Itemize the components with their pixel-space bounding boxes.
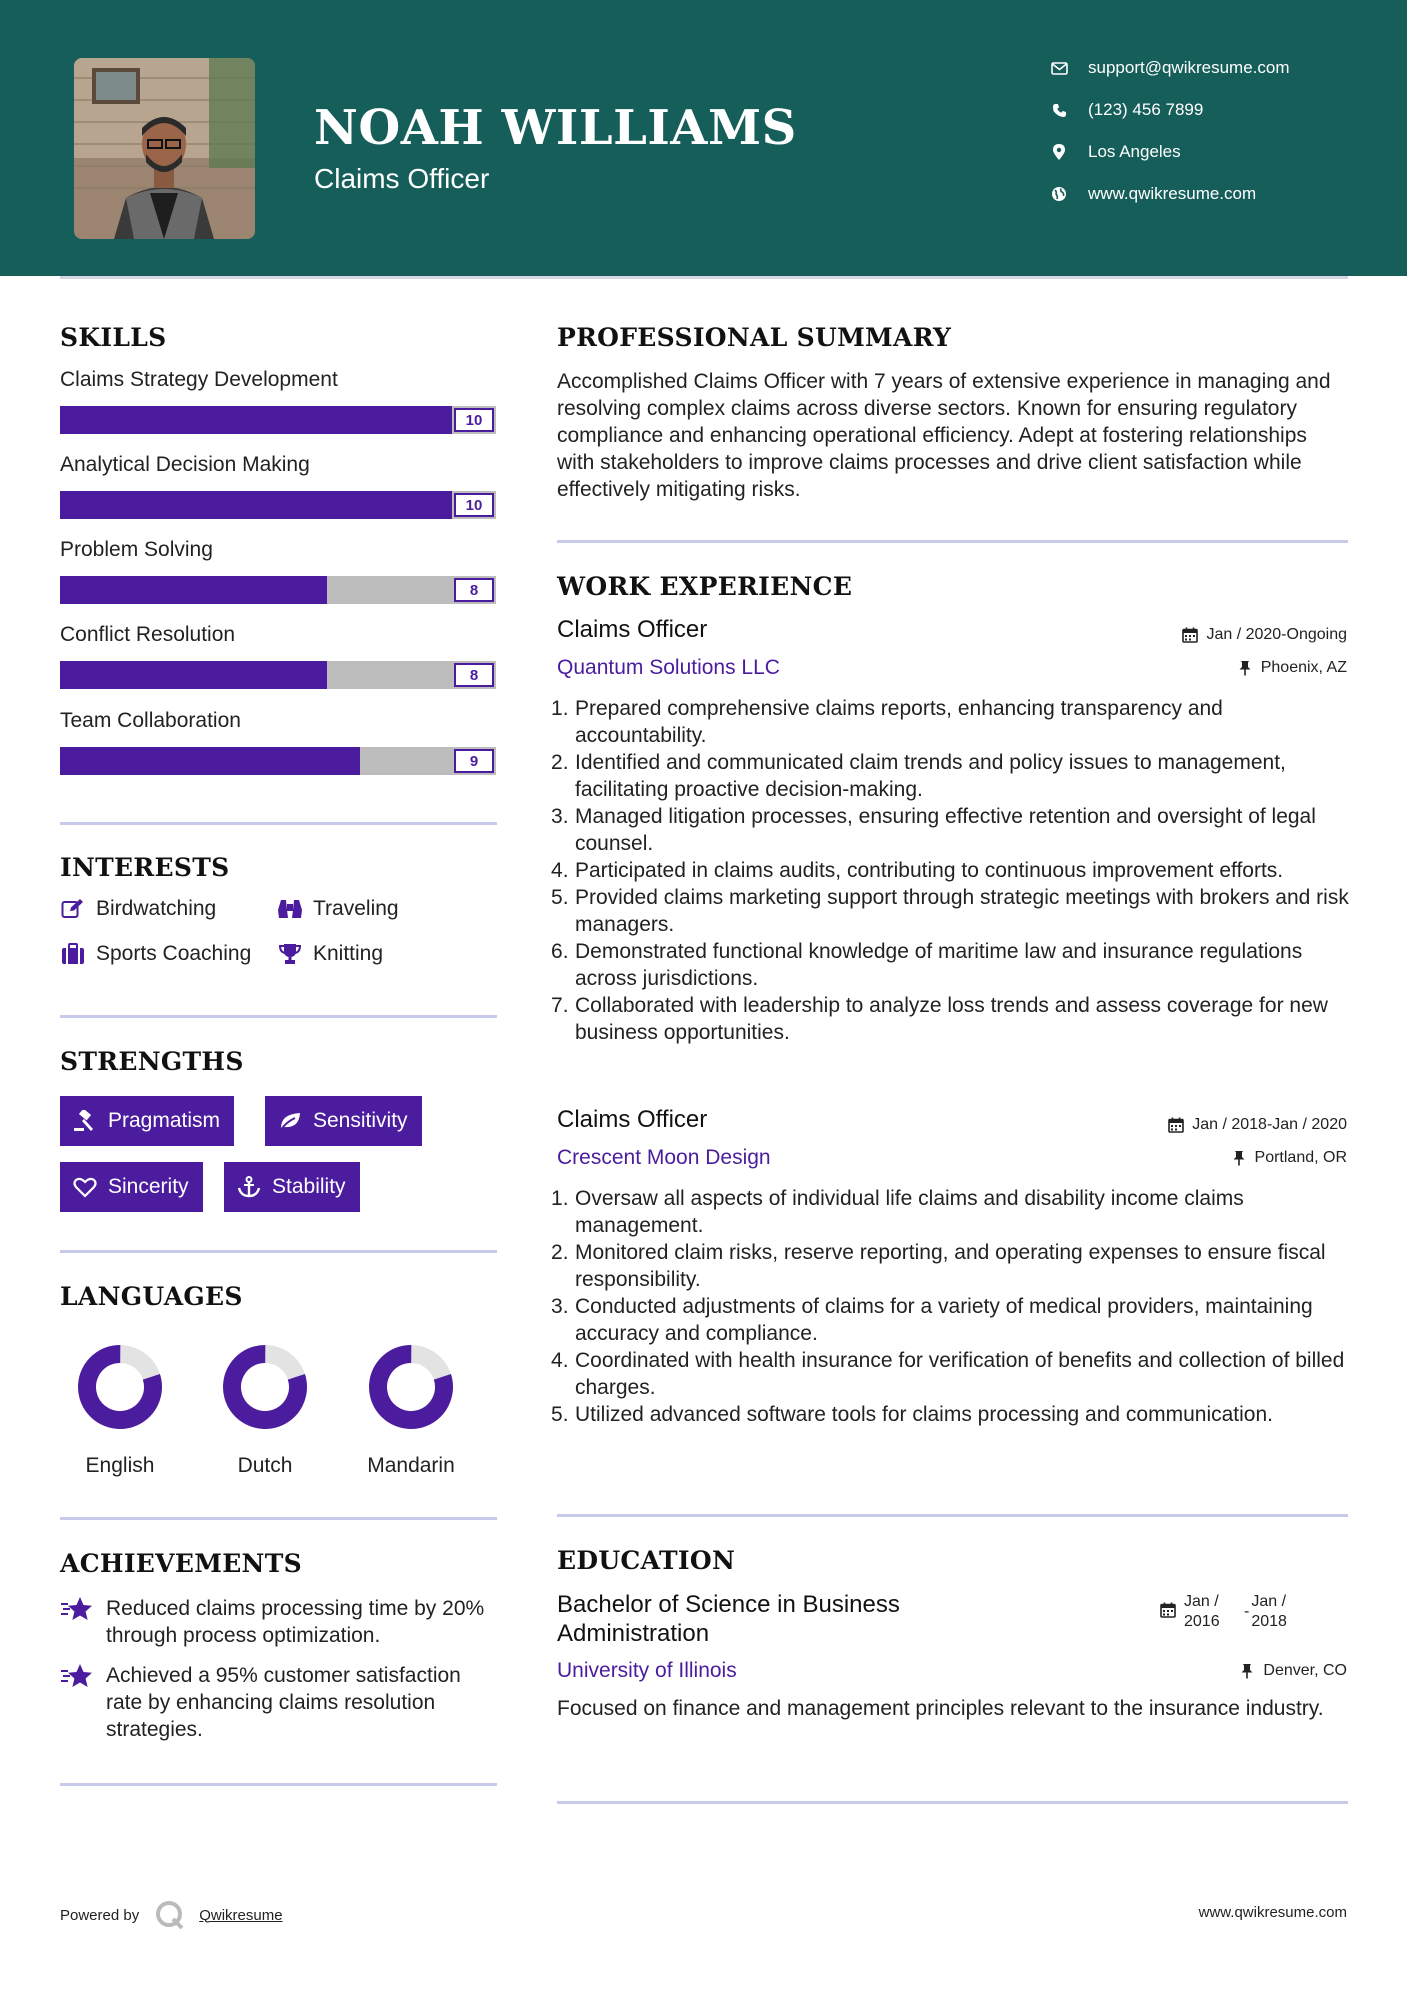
languages-heading: LANGUAGES — [60, 1282, 243, 1311]
list-item: Identified and communicated claim trends and policy issues to management, facilitating proactive decision-making. — [575, 751, 1286, 801]
list-item: Collaborated with leadership to analyze loss trends and assess coverage for new business opportunities. — [575, 994, 1328, 1044]
heart-icon — [72, 1175, 98, 1199]
skill-name: Conflict Resolution — [60, 623, 236, 646]
anchor-icon — [236, 1175, 262, 1199]
contact-website-text: www.qwikresume.com — [1088, 184, 1257, 203]
skill-bar — [60, 576, 496, 604]
education-degree: Bachelor of Science in Business Administration — [557, 1591, 900, 1647]
strength-label: Stability — [272, 1175, 346, 1198]
strength-tag — [224, 1162, 360, 1212]
section-divider — [557, 540, 1348, 543]
education-location-text: Denver, CO — [1263, 1662, 1347, 1679]
language-donut — [220, 1342, 310, 1432]
language-item — [220, 1342, 310, 1478]
list-item: Participated in claims audits, contributing to continuous improvement efforts. — [575, 859, 1284, 882]
achievement-text: Reduced claims processing time by 20% through process optimization. — [106, 1597, 485, 1647]
education-end — [1251, 1592, 1299, 1632]
globe-icon — [1050, 185, 1068, 203]
job-dates — [1168, 1116, 1347, 1134]
powered-by-text: Powered by — [60, 1906, 140, 1924]
interest-item — [277, 897, 399, 921]
list-item: Conducted adjustments of claims for a variety of medical providers, maintaining accuracy and compliance. — [575, 1295, 1313, 1345]
education-description: Focused on finance and management principles relevant to the insurance industry. — [557, 1697, 1324, 1720]
strength-label: Pragmatism — [108, 1109, 221, 1132]
skills-heading: SKILLS — [60, 323, 167, 352]
language-donut — [366, 1342, 456, 1432]
calendar-icon — [1168, 1117, 1184, 1133]
job-dates — [1182, 626, 1347, 644]
map-marker-icon — [1050, 143, 1068, 161]
qwikresume-logo-icon — [155, 1900, 185, 1930]
skill-name: Claims Strategy Development — [60, 368, 338, 391]
education-end-year: 2018 — [1251, 1613, 1287, 1630]
summary-heading: PROFESSIONAL SUMMARY — [557, 323, 952, 352]
job-location-text: Portland, OR — [1254, 1149, 1347, 1166]
pushpin-icon — [1237, 660, 1253, 676]
job-location-text: Phoenix, AZ — [1260, 659, 1347, 676]
skill-level: 10 — [454, 493, 494, 517]
pencil-square-icon — [60, 897, 86, 921]
language-donut — [75, 1342, 165, 1432]
skill-name: Analytical Decision Making — [60, 453, 310, 476]
skill-bar — [60, 661, 496, 689]
job-location — [1231, 1149, 1347, 1167]
skill-level: 10 — [454, 408, 494, 432]
achievement-item — [60, 1595, 500, 1649]
education-heading: EDUCATION — [557, 1546, 736, 1575]
calendar-icon — [1160, 1602, 1176, 1618]
contact-email[interactable] — [1050, 58, 1290, 78]
footer-powered-by — [60, 1900, 283, 1930]
list-item: Utilized advanced software tools for claims processing and communication. — [575, 1403, 1273, 1426]
list-item: Managed litigation processes, ensuring effective retention and oversight of legal counsel. — [575, 805, 1316, 855]
skill-bar — [60, 491, 496, 519]
phone-icon — [1050, 101, 1068, 119]
skill-bar-fill — [60, 406, 452, 434]
strength-label: Sincerity — [108, 1175, 189, 1198]
job-dates-text: Jan / 2018-Jan / 2020 — [1192, 1116, 1347, 1133]
language-name: English — [85, 1454, 155, 1477]
job-dates-text: Jan / 2020-Ongoing — [1206, 626, 1347, 643]
trophy-icon — [277, 942, 303, 966]
candidate-title: Claims Officer — [314, 163, 490, 194]
education-start — [1184, 1592, 1244, 1632]
skill-bar-fill — [60, 661, 327, 689]
section-divider — [60, 1250, 497, 1253]
skill-level: 8 — [454, 578, 494, 602]
header-divider — [60, 276, 1348, 279]
strength-tag — [265, 1096, 422, 1146]
profile-photo — [74, 58, 255, 239]
section-divider — [60, 1783, 497, 1786]
achievements-heading: ACHIEVEMENTS — [60, 1549, 302, 1578]
footer-website[interactable]: www.qwikresume.com — [1198, 1904, 1347, 1921]
skill-level: 8 — [454, 663, 494, 687]
skill-bar-fill — [60, 576, 327, 604]
list-item: Oversaw all aspects of individual life claims and disability income claims management. — [575, 1187, 1244, 1237]
education-location — [1239, 1662, 1347, 1680]
language-name: Mandarin — [367, 1454, 455, 1477]
contact-website[interactable] — [1050, 184, 1256, 204]
strength-tag — [60, 1162, 203, 1212]
job-role: Claims Officer — [557, 1106, 708, 1133]
job-duties-list — [557, 1185, 1357, 1428]
education-school: University of Illinois — [557, 1659, 737, 1682]
contact-phone[interactable] — [1050, 100, 1203, 120]
section-divider — [557, 1801, 1348, 1804]
job-duties-list — [557, 695, 1357, 1046]
education-end-month: Jan / — [1251, 1593, 1287, 1610]
pushpin-icon — [1231, 1150, 1247, 1166]
interest-item — [60, 942, 251, 966]
education-start-year: 2016 — [1184, 1613, 1220, 1630]
education-dates — [1160, 1592, 1299, 1632]
summary-text: Accomplished Claims Officer with 7 years of extensive experience in managing and resolving complex claims across diverse sectors. Known for ensuring regulatory compliance and enhancing operational efficiency. Adept at fostering relationships with stakeholders to improve claims processes and drive client satisfaction while effectively mitigating risks. — [557, 370, 1331, 501]
education-date-separator: - — [1244, 1603, 1250, 1620]
qwikresume-link[interactable]: Qwikresume — [199, 1906, 283, 1924]
envelope-icon — [1050, 59, 1068, 77]
strengths-heading: STRENGTHS — [60, 1047, 244, 1076]
header-banner — [0, 0, 1407, 276]
star-icon — [60, 1595, 94, 1623]
list-item: Prepared comprehensive claims reports, enhancing transparency and accountability. — [575, 697, 1223, 747]
skill-level: 9 — [454, 749, 494, 773]
strength-tag — [60, 1096, 234, 1146]
section-divider — [60, 1015, 497, 1018]
language-item — [75, 1342, 165, 1478]
contact-location — [1050, 142, 1181, 162]
pushpin-icon — [1239, 1663, 1255, 1679]
gavel-icon — [72, 1109, 98, 1133]
interest-label: Sports Coaching — [96, 942, 252, 965]
section-divider — [60, 1517, 497, 1520]
skill-name: Problem Solving — [60, 538, 213, 561]
section-divider — [60, 822, 497, 825]
job-company: Crescent Moon Design — [557, 1146, 771, 1169]
skill-bar-fill — [60, 491, 452, 519]
briefcase-icon — [60, 942, 86, 966]
interest-label: Traveling — [313, 897, 399, 920]
experience-heading: WORK EXPERIENCE — [557, 572, 853, 601]
interest-label: Knitting — [313, 942, 384, 965]
strength-label: Sensitivity — [313, 1109, 408, 1132]
section-divider — [557, 1514, 1348, 1517]
language-item — [366, 1342, 456, 1478]
interest-item — [60, 897, 216, 921]
list-item: Coordinated with health insurance for verification of benefits and collection of billed charges. — [575, 1349, 1345, 1399]
job-company: Quantum Solutions LLC — [557, 656, 780, 679]
list-item: Demonstrated functional knowledge of maritime law and insurance regulations across jurisdictions. — [575, 940, 1303, 990]
achievement-text: Achieved a 95% customer satisfaction rate by enhancing claims resolution strategies. — [106, 1664, 461, 1741]
skill-bar-fill — [60, 747, 360, 775]
candidate-name: NOAH WILLIAMS — [314, 100, 797, 156]
language-name: Dutch — [237, 1454, 293, 1477]
star-icon — [60, 1662, 94, 1690]
contact-phone-text: (123) 456 7899 — [1088, 100, 1204, 119]
interest-item — [277, 942, 383, 966]
list-item: Monitored claim risks, reserve reporting, and operating expenses to ensure fiscal responsibility. — [575, 1241, 1326, 1291]
job-role: Claims Officer — [557, 616, 708, 643]
contact-location-text: Los Angeles — [1088, 142, 1181, 161]
job-location — [1237, 659, 1347, 677]
interest-label: Birdwatching — [96, 897, 217, 920]
binoculars-icon — [277, 897, 303, 921]
list-item: Provided claims marketing support through strategic meetings with brokers and risk managers. — [575, 886, 1349, 936]
skill-bar — [60, 747, 496, 775]
contact-email-text: support@qwikresume.com — [1088, 58, 1290, 77]
skill-name: Team Collaboration — [60, 709, 241, 732]
achievement-item — [60, 1662, 500, 1743]
education-start-month: Jan / — [1184, 1593, 1219, 1610]
skill-bar — [60, 406, 496, 434]
leaf-icon — [277, 1109, 303, 1133]
calendar-icon — [1182, 627, 1198, 643]
interests-heading: INTERESTS — [60, 853, 230, 882]
